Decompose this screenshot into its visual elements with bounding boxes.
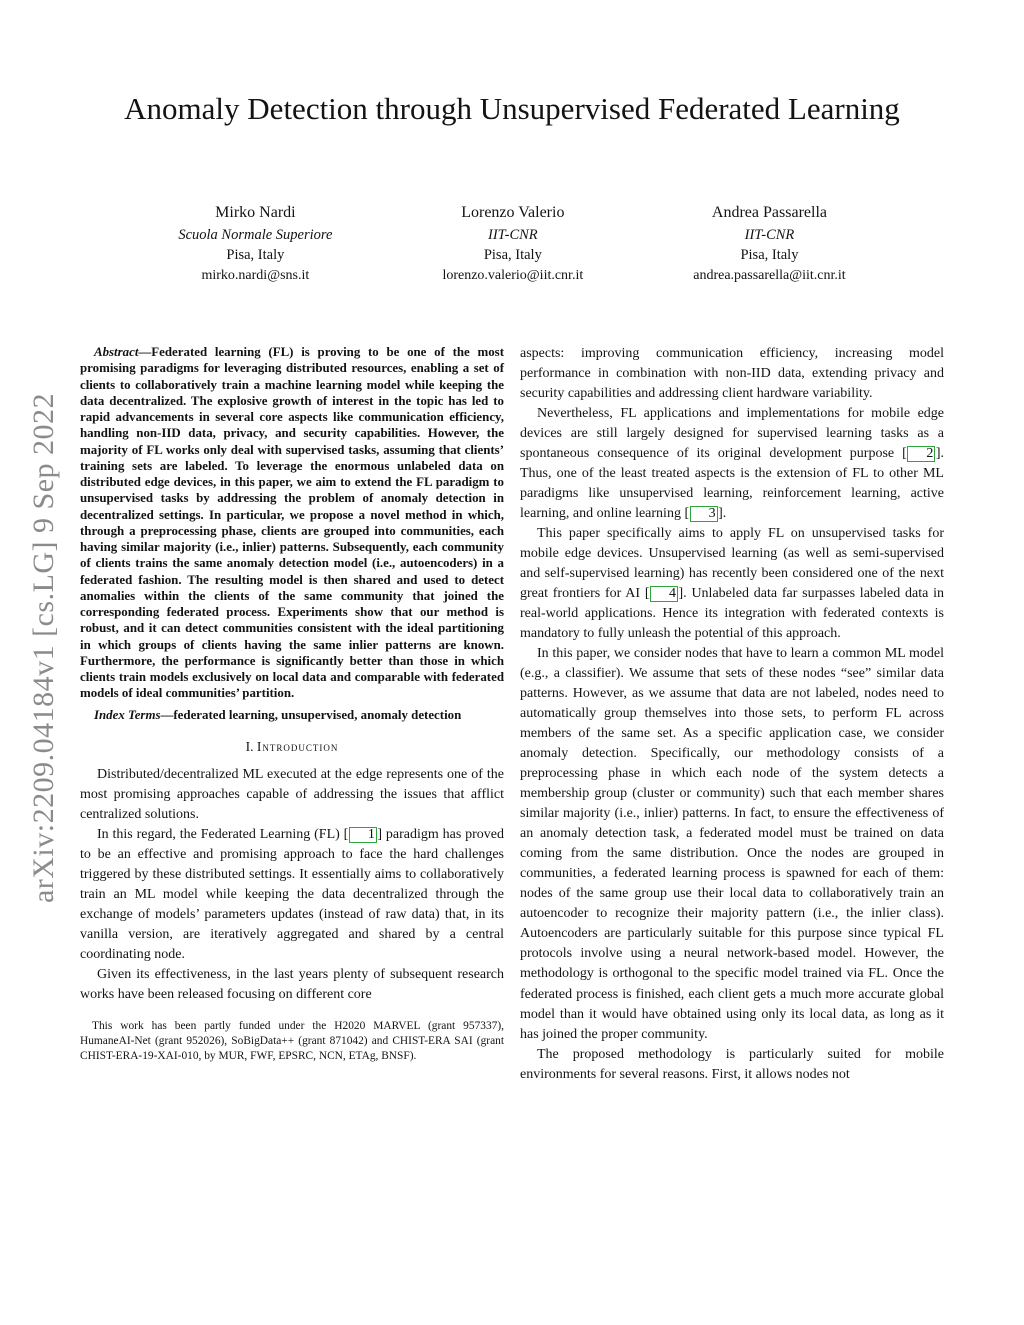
index-terms-text: —federated learning, unsupervised, anomaly detection	[160, 707, 462, 722]
author-block	[0, 202, 1024, 286]
left-column	[80, 344, 504, 1064]
author-email: mirko.nardi@sns.it	[201, 267, 310, 283]
abstract	[80, 344, 504, 702]
author-affiliation: Scuola Normale Superiore	[178, 226, 333, 243]
paper-title: Anomaly Detection through Unsupervised Federated Learning	[124, 91, 900, 126]
citation-link[interactable]: 1	[349, 827, 377, 843]
author-3	[693, 202, 845, 286]
author-city: Pisa, Italy	[483, 247, 542, 264]
author-1	[178, 202, 332, 286]
author-affiliation: IIT-CNR	[487, 226, 538, 243]
index-terms	[80, 707, 504, 723]
paragraph: The proposed methodology is particularly suited for mobile environments for several reasons. First, it allows nodes not	[520, 1046, 944, 1082]
author-2	[442, 202, 583, 286]
author-name: Mirko Nardi	[215, 204, 296, 221]
section-title: Introduction	[256, 738, 339, 754]
author-city: Pisa, Italy	[740, 247, 799, 264]
section-heading-introduction	[80, 739, 504, 755]
right-column	[520, 344, 944, 1085]
author-city: Pisa, Italy	[226, 247, 285, 264]
author-affiliation: IIT-CNR	[744, 226, 795, 243]
paragraph: In this regard, the Federated Learning (FL) [ 1 ] paradigm has proved to be an effective and promising approach to face the hard challenges triggered by these distributed settings. It essentially aims to collaboratively train an ML model while keeping the data decentralized through the exchange of models’ parameters updates (instead of raw data) that, in its vanilla version, are iteratively aggregated and shared by a central coordinating node.	[80, 826, 505, 962]
paragraph: Given its effectiveness, in the last years plenty of subsequent research works have been released focusing on different core	[80, 966, 504, 1002]
paragraph: In this paper, we consider nodes that have to learn a common ML model (e.g., a classifier). We assume that sets of these nodes “see” similar data patterns. However, as we assume that data are not labeled, nodes need to automatically group themselves into those sets, to perform FL across members of the same set. As a specific application case, we consider anomaly detection. Specifically, our methodology consists of a preprocessing phase in which each node of the system detects a membership group (cluster or community) such that each member shares similar majority (i.e., inlier) patterns. In fact, to ensure the effectiveness of an anomaly detection task, a federated model must be trained on data coming from the same distribution. Once the nodes are grouped in communities, a federated learning process is spawned for each of them: nodes of the same group use their local data to collaboratively train an autoencoder to recognize their majority pattern (i.e., the inlier class). Autoencoders are particularly suitable for this purpose since typical FL protocols involve using a neural network-based model. However, the methodology is orthogonal to the specific model trained via FL. Once the federated process is finished, each client gets a much more accurate global model than it would have obtained using only its local data, as long as it has joined the proper community.	[520, 646, 944, 1042]
abstract-label: Abstract	[94, 345, 139, 359]
paragraph: Nevertheless, FL applications and implementations for mobile edge devices are still largely designed for supervised learning tasks as a spontaneous consequence of its original development purpose [ 2 ]. Thus, one of the least treated aspects is the extension of FL to other ML paradigms like unsupervised learning, reinforcement learning, active learning, and online learning [ 3 ].	[520, 406, 944, 522]
paragraph: Distributed/decentralized ML executed at the edge represents one of the most promising approaches capable of addressing the issues that afflict centralized solutions.	[80, 766, 504, 822]
author-email: andrea.passarella@iit.cnr.it	[693, 267, 846, 283]
paragraph: This paper specifically aims to apply FL on unsupervised tasks for mobile edge devices. Unsupervised learning (as well as semi-supervised and self-supervised learning) has recently been considered one of the next great frontiers for AI [ 4 ]. Unlabeled data far surpasses labeled data in real-world applications. Hence its integration with federated contexts is mandatory to fully unleash the potential of this approach.	[520, 526, 944, 642]
author-name: Lorenzo Valerio	[461, 204, 565, 221]
citation-link[interactable]: 4	[650, 586, 678, 602]
author-name: Andrea Passarella	[711, 204, 827, 221]
index-terms-label: Index Terms	[94, 707, 161, 722]
abstract-text: —Federated learning (FL) is proving to be one of the most promising paradigms for leveraging distributed resources, enabling a set of clients to collaboratively train a machine learning model while keeping the data decentralized. The explosive growth of interest in the topic has led to rapid advancements in several core aspects like communication efficiency, handling non-IID data, privacy, and security capabilities. However, the majority of FL works only deal with supervised tasks, assuming that clients’ training sets are labeled. To leverage the enormous unlabeled data on distributed edge devices, in this paper, we aim to extend the FL paradigm to unsupervised tasks by addressing the problem of anomaly detection in decentralized settings. In particular, we propose a novel method in which, through a preprocessing phase, clients are grouped into communities, each having similar majority (i.e., inlier) patterns. Subsequently, each community of clients trains the same anomaly detection model (i.e., autoencoders) in a federated fashion. The resulting model is then shared and used to detect anomalies within the clients of the same community that joined the corresponding federated process. Experiments show that our method is robust, and it can detect communities consistent with the ideal partitioning in which groups of clients having the same inlier patterns are known. Furthermore, the performance is significantly better than those in which clients train models exclusively on local data and comparable with federated models of ideal communities’ partition.	[80, 345, 504, 701]
author-email: lorenzo.valerio@iit.cnr.it	[442, 267, 584, 283]
citation-link[interactable]: 3	[690, 506, 718, 522]
paragraph: aspects: improving communication efficiency, increasing model performance in combination with non-IID data, extending privacy and security capabilities and addressing client hardware variability.	[520, 346, 944, 402]
arxiv-watermark: arXiv:2209.04184v1 [cs.LG] 9 Sep 2022	[27, 392, 60, 904]
funding-footnote: This work has been partly funded under the H2020 MARVEL (grant 957337), HumaneAI-Net (grant 952026), SoBigData++ (grant 871042) and CHIST-ERA SAI (grant CHIST-ERA-19-XAI-010, by MUR, FWF, EPSRC, NCN, ETAg, BNSF).	[80, 1019, 504, 1063]
citation-link[interactable]: 2	[907, 446, 935, 462]
section-number: I.	[245, 738, 254, 754]
